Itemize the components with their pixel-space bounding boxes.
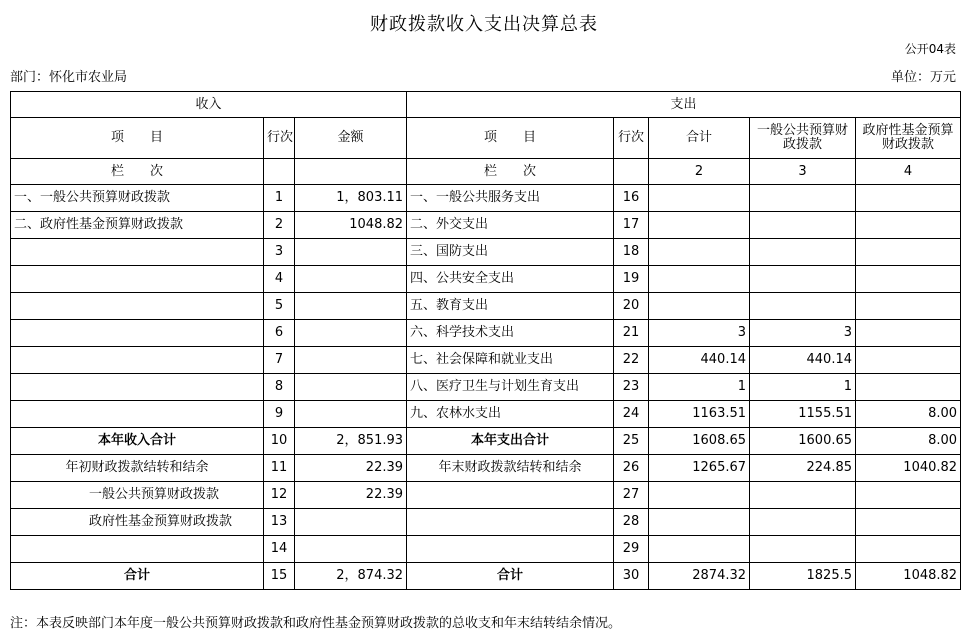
expense-total: 1163.51 — [649, 401, 750, 428]
expense-total — [649, 212, 750, 239]
income-item-header: 项 目 — [11, 118, 264, 159]
footnote: 注：本表反映部门本年度一般公共预算财政拨款和政府性基金预算财政拨款的总收支和年末结转结余情况。 — [10, 616, 622, 631]
income-item-label: 一般公共预算财政拨款 — [11, 482, 264, 509]
table-row — [11, 482, 961, 509]
unit-label: 单位：万元 — [890, 70, 956, 85]
expense-total — [649, 185, 750, 212]
table-row — [11, 509, 961, 536]
income-amount — [295, 320, 407, 347]
income-amount — [295, 239, 407, 266]
fund-budget-amount: 1048.82 — [856, 563, 961, 590]
expense-total: 1 — [649, 374, 750, 401]
income-amount: 2，851.93 — [295, 428, 407, 455]
fund-budget-amount — [856, 374, 961, 401]
lanci-4: 4 — [856, 159, 961, 185]
expense-total — [649, 509, 750, 536]
income-amount: 2，874.32 — [295, 563, 407, 590]
expense-total — [649, 482, 750, 509]
table-row — [11, 293, 961, 320]
general-budget-header: 一般公共预算财政拨款 — [750, 118, 856, 159]
expense-item-label — [407, 509, 614, 536]
income-row-number: 9 — [264, 401, 295, 428]
table-row — [11, 266, 961, 293]
expense-item-label — [407, 482, 614, 509]
table-row — [11, 212, 961, 239]
income-row-number: 8 — [264, 374, 295, 401]
income-item-label — [11, 347, 264, 374]
department-label: 部门：怀化市农业局 — [10, 70, 128, 85]
income-amount — [295, 347, 407, 374]
income-row-number: 14 — [264, 536, 295, 563]
general-budget-amount: 3 — [750, 320, 856, 347]
expense-total: 3 — [649, 320, 750, 347]
expense-row-number: 25 — [614, 428, 649, 455]
expense-item-label: 五、教育支出 — [407, 293, 614, 320]
table-row — [11, 401, 961, 428]
income-item-label: 年初财政拨款结转和结余 — [11, 455, 264, 482]
income-item-label: 一、一般公共预算财政拨款 — [11, 185, 264, 212]
expense-row-number: 16 — [614, 185, 649, 212]
income-amount: 1，803.11 — [295, 185, 407, 212]
general-budget-amount: 1155.51 — [750, 401, 856, 428]
fund-budget-amount — [856, 509, 961, 536]
income-row-number: 6 — [264, 320, 295, 347]
income-row-number: 13 — [264, 509, 295, 536]
income-item-label: 本年收入合计 — [11, 428, 264, 455]
expense-row-number: 21 — [614, 320, 649, 347]
expense-item-label: 七、社会保障和就业支出 — [407, 347, 614, 374]
expense-item-label: 四、公共安全支出 — [407, 266, 614, 293]
fund-budget-amount — [856, 347, 961, 374]
table-row — [11, 428, 961, 455]
income-row-number: 1 — [264, 185, 295, 212]
expense-row-number: 24 — [614, 401, 649, 428]
fund-budget-amount — [856, 293, 961, 320]
expense-total — [649, 266, 750, 293]
fund-budget-amount — [856, 320, 961, 347]
income-rowno-header: 行次 — [264, 118, 295, 159]
income-row-number: 11 — [264, 455, 295, 482]
expense-item-label: 六、科学技术支出 — [407, 320, 614, 347]
expense-row-number: 18 — [614, 239, 649, 266]
income-row-number: 15 — [264, 563, 295, 590]
expense-section-header: 支出 — [407, 92, 961, 118]
expense-item-label — [407, 536, 614, 563]
table-row — [11, 455, 961, 482]
expense-item-label: 三、国防支出 — [407, 239, 614, 266]
income-amount: 22.39 — [295, 482, 407, 509]
empty-cell — [264, 159, 295, 185]
table-row — [11, 563, 961, 590]
form-number: 公开04表 — [904, 42, 956, 56]
expense-row-number: 26 — [614, 455, 649, 482]
income-item-label: 二、政府性基金预算财政拨款 — [11, 212, 264, 239]
income-item-label — [11, 401, 264, 428]
table-row — [11, 536, 961, 563]
table-row — [11, 347, 961, 374]
income-lanci: 栏 次 — [11, 159, 264, 185]
income-row-number: 4 — [264, 266, 295, 293]
general-budget-amount — [750, 293, 856, 320]
income-section-header: 收入 — [11, 92, 407, 118]
fund-budget-amount — [856, 266, 961, 293]
lanci-2: 2 — [649, 159, 750, 185]
income-row-number: 5 — [264, 293, 295, 320]
table-row — [11, 320, 961, 347]
income-row-number: 10 — [264, 428, 295, 455]
expense-total: 2874.32 — [649, 563, 750, 590]
general-budget-amount — [750, 509, 856, 536]
general-budget-amount: 440.14 — [750, 347, 856, 374]
general-budget-amount: 1600.65 — [750, 428, 856, 455]
income-amount — [295, 293, 407, 320]
expense-row-number: 28 — [614, 509, 649, 536]
table-row — [11, 374, 961, 401]
expense-total — [649, 239, 750, 266]
empty-cell — [295, 159, 407, 185]
fund-budget-amount — [856, 536, 961, 563]
table-row — [11, 239, 961, 266]
income-amount — [295, 401, 407, 428]
empty-cell — [614, 159, 649, 185]
expense-item-label: 八、医疗卫生与计划生育支出 — [407, 374, 614, 401]
expense-total: 1265.67 — [649, 455, 750, 482]
expense-item-label: 一、一般公共服务支出 — [407, 185, 614, 212]
expense-row-number: 29 — [614, 536, 649, 563]
expense-total-header: 合计 — [649, 118, 750, 159]
income-item-label: 合计 — [11, 563, 264, 590]
table-body — [11, 92, 961, 590]
expense-rowno-header: 行次 — [614, 118, 649, 159]
expense-item-label: 年末财政拨款结转和结余 — [407, 455, 614, 482]
income-row-number: 12 — [264, 482, 295, 509]
income-amount: 22.39 — [295, 455, 407, 482]
income-item-label — [11, 320, 264, 347]
income-item-label — [11, 239, 264, 266]
expense-row-number: 30 — [614, 563, 649, 590]
income-amount — [295, 536, 407, 563]
budget-table — [10, 91, 961, 590]
fund-budget-amount: 1040.82 — [856, 455, 961, 482]
general-budget-amount — [750, 266, 856, 293]
general-budget-amount — [750, 212, 856, 239]
fund-budget-amount: 8.00 — [856, 401, 961, 428]
expense-item-label: 二、外交支出 — [407, 212, 614, 239]
expense-row-number: 19 — [614, 266, 649, 293]
table-row — [11, 185, 961, 212]
report-title: 财政拨款收入支出决算总表 — [370, 14, 598, 35]
general-budget-amount — [750, 536, 856, 563]
expense-total — [649, 536, 750, 563]
expense-item-label: 本年支出合计 — [407, 428, 614, 455]
fund-budget-amount — [856, 212, 961, 239]
income-amount-header: 金额 — [295, 118, 407, 159]
fund-budget-amount: 8.00 — [856, 428, 961, 455]
expense-row-number: 20 — [614, 293, 649, 320]
fund-budget-amount — [856, 482, 961, 509]
general-budget-amount: 1825.5 — [750, 563, 856, 590]
expense-total: 1608.65 — [649, 428, 750, 455]
income-item-label — [11, 536, 264, 563]
expense-row-number: 22 — [614, 347, 649, 374]
income-amount — [295, 509, 407, 536]
general-budget-amount — [750, 185, 856, 212]
lanci-3: 3 — [750, 159, 856, 185]
expense-row-number: 27 — [614, 482, 649, 509]
fund-budget-header: 政府性基金预算财政拨款 — [856, 118, 961, 159]
income-row-number: 2 — [264, 212, 295, 239]
income-row-number: 3 — [264, 239, 295, 266]
expense-row-number: 23 — [614, 374, 649, 401]
income-row-number: 7 — [264, 347, 295, 374]
income-item-label: 政府性基金预算财政拨款 — [11, 509, 264, 536]
general-budget-amount — [750, 482, 856, 509]
expense-total — [649, 293, 750, 320]
expense-item-label: 九、农林水支出 — [407, 401, 614, 428]
fund-budget-amount — [856, 185, 961, 212]
general-budget-amount: 1 — [750, 374, 856, 401]
expense-item-label: 合计 — [407, 563, 614, 590]
expense-total: 440.14 — [649, 347, 750, 374]
expense-item-header: 项 目 — [407, 118, 614, 159]
income-item-label — [11, 266, 264, 293]
income-amount — [295, 374, 407, 401]
income-item-label — [11, 374, 264, 401]
general-budget-amount — [750, 239, 856, 266]
income-amount: 1048.82 — [295, 212, 407, 239]
general-budget-amount: 224.85 — [750, 455, 856, 482]
fund-budget-amount — [856, 239, 961, 266]
income-item-label — [11, 293, 264, 320]
expense-lanci: 栏 次 — [407, 159, 614, 185]
expense-row-number: 17 — [614, 212, 649, 239]
income-amount — [295, 266, 407, 293]
